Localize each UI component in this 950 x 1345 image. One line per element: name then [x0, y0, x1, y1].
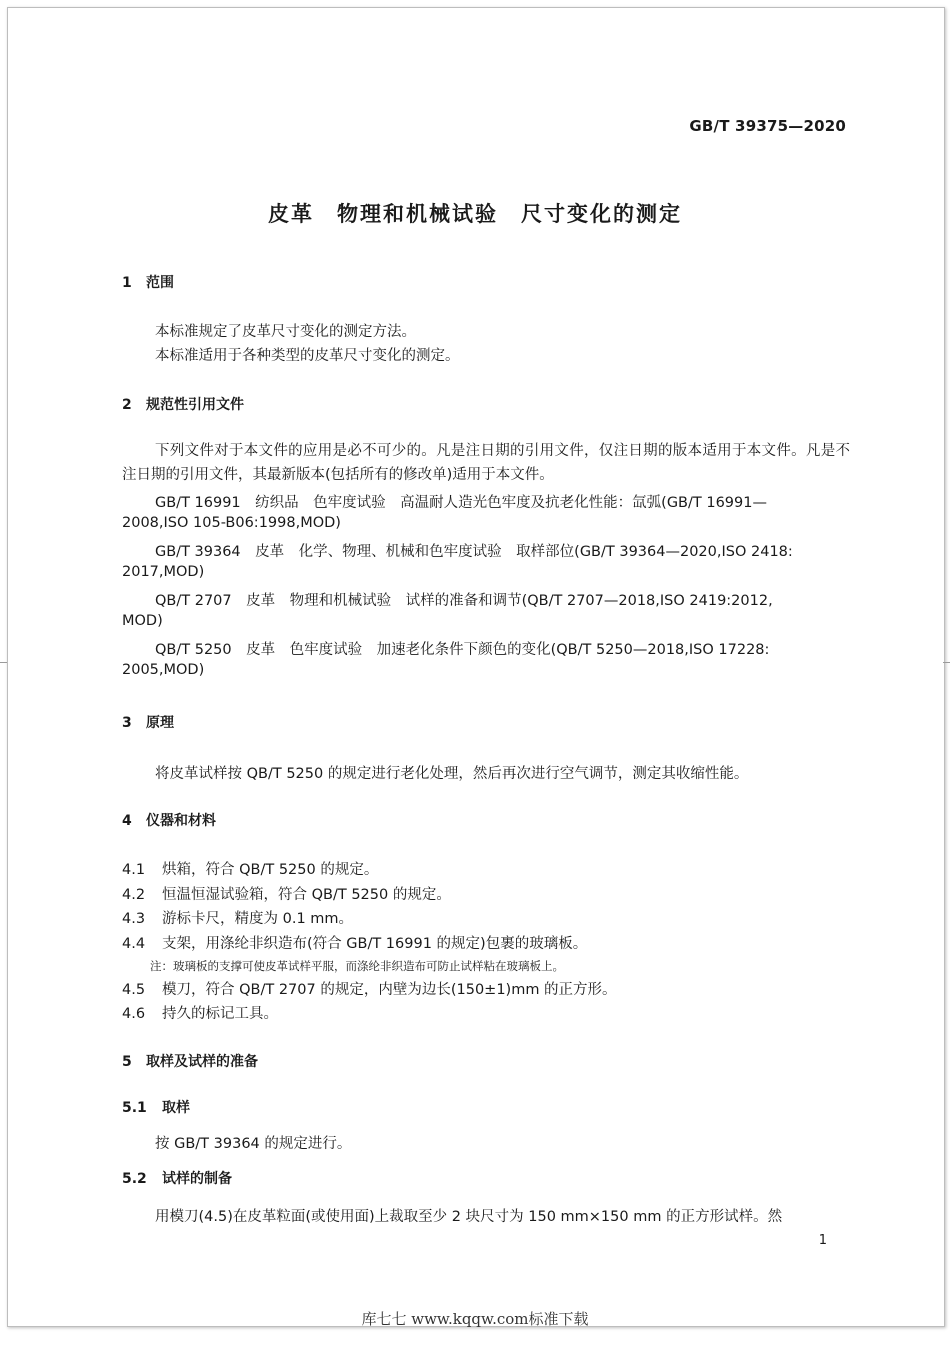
list-item: 4.6 持久的标记工具。: [122, 1006, 278, 1022]
footer-watermark: 库七七 www.kqqw.com标准下载: [361, 1310, 589, 1328]
section-1-para-1: 本标准规定了皮革尺寸变化的测定方法。: [155, 324, 416, 340]
list-item: 4.4 支架，用涤纶非织造布(符合 GB/T 16991 的规定)包裹的玻璃板。: [122, 936, 588, 952]
section-5-1-para: 按 GB/T 39364 的规定进行。: [155, 1136, 352, 1152]
section-2-heading: 2 规范性引用文件: [122, 397, 244, 413]
section-4-heading: 4 仪器和材料: [122, 813, 216, 829]
section-5-2-para: 用模刀(4.5)在皮革粒面(或使用面)上裁取至少 2 块尺寸为 150 mm×150 mm 的正方形试样。然: [155, 1209, 783, 1225]
section-1-heading: 1 范围: [122, 275, 174, 291]
reference-qbt2707-line1: QB/T 2707 皮革 物理和机械试验 试样的准备和调节(QB/T 2707—2018,ISO 2419:2012,: [155, 593, 773, 609]
standard-code: GB/T 39375—2020: [689, 117, 846, 135]
section-3-para-1: 将皮革试样按 QB/T 5250 的规定进行老化处理，然后再次进行空气调节，测定其收缩性能。: [155, 766, 749, 782]
reference-qbt2707-line2: MOD): [122, 613, 163, 629]
document-title: 皮革 物理和机械试验 尺寸变化的测定: [268, 202, 682, 226]
list-item: 4.1 烘箱，符合 QB/T 5250 的规定。: [122, 862, 379, 878]
list-item: 4.5 模刀，符合 QB/T 2707 的规定，内壁为边长(150±1)mm 的正方形。: [122, 982, 617, 998]
section-1-para-2: 本标准适用于各种类型的皮革尺寸变化的测定。: [155, 348, 460, 364]
reference-gbt16991-line2: 2008,ISO 105-B06:1998,MOD): [122, 515, 341, 531]
page-number: 1: [818, 1233, 827, 1248]
section-5-1-heading: 5.1 取样: [122, 1100, 190, 1116]
reference-gbt39364-line1: GB/T 39364 皮革 化学、物理、机械和色牢度试验 取样部位(GB/T 39364—2020,ISO 2418:: [155, 544, 793, 560]
reference-qbt5250-line2: 2005,MOD): [122, 662, 205, 678]
reference-gbt16991-line1: GB/T 16991 纺织品 色牢度试验 高温耐人造光色牢度及抗老化性能：氙弧(GB/T 16991—: [155, 495, 767, 511]
section-5-heading: 5 取样及试样的准备: [122, 1054, 258, 1070]
crop-mark-right: [943, 662, 950, 663]
list-item: 4.2 恒温恒湿试验箱，符合 QB/T 5250 的规定。: [122, 887, 451, 903]
section-5-2-heading: 5.2 试样的制备: [122, 1171, 232, 1187]
section-4-note: 注：玻璃板的支撑可使皮革试样平服，而涤纶非织造布可防止试样粘在玻璃板上。: [150, 959, 564, 973]
reference-gbt39364-line2: 2017,MOD): [122, 564, 205, 580]
section-3-heading: 3 原理: [122, 715, 174, 731]
reference-qbt5250-line1: QB/T 5250 皮革 色牢度试验 加速老化条件下颜色的变化(QB/T 5250—2018,ISO 17228:: [155, 642, 770, 658]
list-item: 4.3 游标卡尺，精度为 0.1 mm。: [122, 911, 354, 927]
section-2-intro: 下列文件对于本文件的应用是必不可少的。凡是注日期的引用文件，仅注日期的版本适用于本文件。凡是不注日期的引用文件，其最新版本(包括所有的修改单)适用于本文件。: [122, 443, 850, 483]
crop-mark-left: [0, 662, 7, 663]
